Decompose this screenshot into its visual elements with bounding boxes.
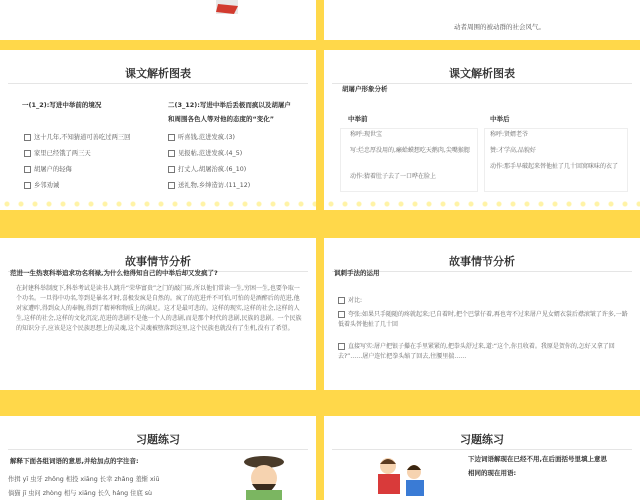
exercise-heading-2: 相同的现在用语: — [468, 469, 517, 477]
left-item-2: 写:烂忠厚没用的,癞蛤蟆想吃天鹅肉,尖嘴猴腮 — [350, 147, 470, 154]
slide-title: 习题练习 — [460, 433, 504, 446]
col2-header-2: 和周围各色人等对他的态度的“变化” — [168, 115, 275, 123]
right-item-3: 动作:那手早破起来替他扯了几十回窝咪味的衣了 — [490, 163, 619, 170]
slide-top-right — [324, 0, 640, 40]
decorative-dots — [324, 198, 640, 210]
band-1 — [0, 40, 640, 50]
list-item: 胡屠户的轻侮 — [24, 164, 72, 173]
list-item: 听喜钱,范进发疯.(3) — [168, 132, 235, 141]
exercise-heading: 解释下面各组词语的意思,并给加点的字注音: — [10, 457, 139, 465]
checkbox-icon — [24, 182, 31, 189]
checkbox-icon — [24, 166, 31, 173]
divider — [8, 449, 308, 450]
right-column-head: 中举后 — [490, 115, 510, 123]
slide-title: 课文解析图表 — [449, 67, 515, 80]
left-item-1: 称呼:现世宝 — [350, 131, 383, 138]
slide-title: 故事情节分析 — [449, 255, 515, 268]
left-item-3: 动作:猜着肚子去了一口哗在脸上 — [350, 173, 437, 180]
exercise-row-1: 作揖 yī 虫牙 zhōng 相投 xiāng 长幸 zhǎng 羞惭 xiū — [8, 476, 160, 483]
reading-kids-cartoon-icon — [370, 456, 430, 500]
question-heading: 范进一生热衷科举追求功名利禄,为什么他得知自己的中举后却又发疯了? — [10, 269, 218, 277]
slide-top-left — [0, 0, 316, 40]
checkbox-icon — [168, 134, 175, 141]
checkbox-icon — [338, 297, 345, 304]
checkbox-icon — [338, 343, 345, 350]
decorative-dots — [0, 198, 316, 210]
analysis-paragraph: 在封建科举制度下,科举考试是读书人跳升“荣华富贵”之门的敲门砖,所以他们常读一生,穷困一生,也要争取一个功名。一旦得中功名,等到是暴名才时,喜极发疯是自然的。疯了的范进并不可怕,可怕的是酒醉后的范进,他对家遭咋,得到众人的奉腕,得到了精神和物质上的满足。这才是最可悲的。这样的现实,这样的社会,这样的人生,这样的社会,这样的文化沉淀,范进的悲剧不是他一个人的悲剧,而是那个时代的悲剧,民族的悲剧。一个民族的知识分子,应该是这个民族思想上的灵魂,这个灵魂被堕落到这里,这个民族也就没有了生机,没有了希望。 — [16, 285, 302, 332]
exercise-heading: 下边词语解现在已经不用,在后面括号里填上意思 — [468, 455, 607, 463]
checkbox-icon — [338, 311, 345, 318]
cartoon-figure-top — [212, 0, 246, 24]
list-item: 见报帖,范进发疯.(4_5) — [168, 148, 242, 157]
exercise-row-2: 倘猫 jī 虫问 zhòng 相与 xiāng 长久 háng 住底 sù — [8, 490, 153, 497]
satire-item-3: 直接写实:屠户把银子攥在手里紧紧的,把拳头舒过来,道:“这个,你且收着。我原是贺你的,怎好又拿了回去?”……屠户连忙把拳头缩了回去,往腰里揣…… — [338, 343, 615, 360]
list-item: 送礼物,乡绅造访.(11_12) — [168, 180, 250, 189]
slide-exercise-2 — [324, 416, 640, 500]
checkbox-icon — [168, 166, 175, 173]
left-column-head: 中举前 — [348, 115, 368, 123]
col2-header: 二(3_12):写进中举后丢极而疯以及胡屠户 — [168, 101, 291, 109]
satire-heading: 讽刺手法的运用 — [334, 269, 380, 277]
list-item: 这十几年,不知猜道可善吃过两三回 — [24, 132, 130, 141]
list-item: 家里已经饿了两三天 — [24, 148, 91, 157]
checkbox-icon — [168, 150, 175, 157]
list-item: 乡邻劝诫 — [24, 180, 59, 189]
slide-analysis-chart — [0, 50, 316, 210]
slide-title: 课文解析图表 — [125, 67, 191, 80]
checkbox-icon — [168, 182, 175, 189]
divider — [8, 83, 308, 84]
slide-satire-analysis — [324, 238, 640, 390]
slide-subtitle: 胡屠户形象分析 — [342, 85, 388, 93]
center-gutter — [316, 0, 324, 500]
right-item-2: 赞:才学高,品貌好 — [490, 147, 536, 154]
slide-title: 故事情节分析 — [125, 255, 191, 268]
divider — [332, 449, 632, 450]
list-item: 打丈人,胡屠治疯.(6_10) — [168, 164, 246, 173]
top-right-text: 动者周围的被动群的社会风气。 — [454, 23, 545, 31]
satire-item-2: 夸张:如果只手随随的疼就起来;已自着时,把个巴掌仔着,再也弯不过来屠户见女婿衣裳后襟滚皱了许多,一路低着头替他扯了几十回 — [338, 311, 628, 328]
scholar-cartoon-icon — [236, 454, 296, 500]
right-item-1: 称呼:贤婿老爷 — [490, 131, 529, 138]
slide-plot-analysis — [0, 238, 316, 390]
slide-title: 习题练习 — [136, 433, 180, 446]
band-3 — [0, 390, 640, 416]
checkbox-icon — [24, 150, 31, 157]
slide-exercise-1 — [0, 416, 316, 500]
col1-header: 一(1_2):写进中举前的境况 — [22, 101, 102, 109]
band-2 — [0, 210, 640, 238]
satire-item-1: 对比: — [338, 296, 628, 306]
slide-character-analysis — [324, 50, 640, 210]
checkbox-icon — [24, 134, 31, 141]
